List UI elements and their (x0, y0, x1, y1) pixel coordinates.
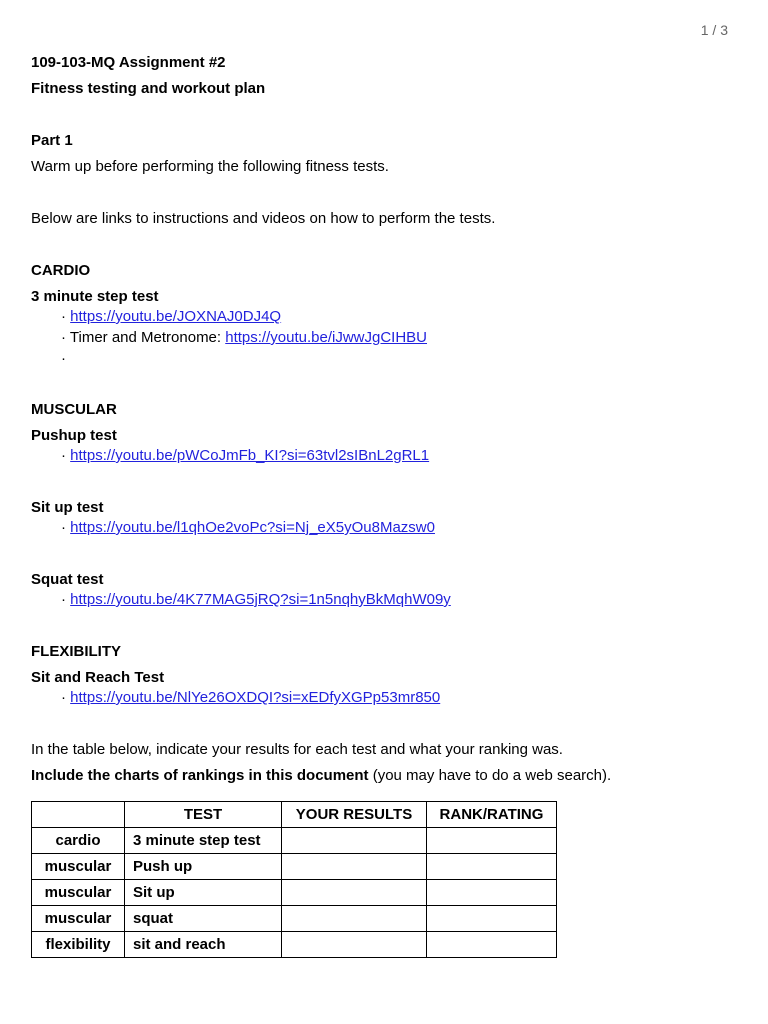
row-results-cell[interactable] (282, 854, 427, 880)
table-row (32, 932, 557, 958)
row-category: muscular (32, 854, 125, 880)
row-category: cardio (32, 828, 125, 854)
assignment-subtitle: Fitness testing and workout plan (31, 80, 266, 97)
page-indicator: 1 / 3 (700, 22, 728, 38)
links-intro: Below are links to instructions and videos on how to perform the tests. (31, 210, 496, 227)
header-category (32, 802, 125, 828)
row-test: Sit up (125, 880, 282, 906)
situp-link-item (31, 517, 731, 538)
rankings-instruction-bold: Include the charts of rankings in this document (31, 767, 369, 784)
row-rank-cell[interactable] (427, 880, 557, 906)
row-test: squat (125, 906, 282, 932)
sit-reach-link-item (31, 687, 731, 708)
part1-heading: Part 1 (31, 132, 73, 149)
cardio-video-link[interactable]: https://youtu.be/JOXNAJ0DJ4Q (70, 308, 282, 325)
row-rank-cell[interactable] (427, 828, 557, 854)
document-body (31, 52, 731, 958)
table-row (32, 854, 557, 880)
squat-video-link[interactable]: https://youtu.be/4K77MAG5jRQ?si=1n5nqhyBkMqhW09y (70, 591, 451, 608)
table-header-row (32, 802, 557, 828)
rankings-instruction-rest: (you may have to do a web search). (368, 767, 612, 784)
rankings-instruction (31, 765, 731, 791)
pushup-test-name: Pushup test (31, 427, 117, 444)
empty-bullet-item (31, 348, 731, 369)
row-category: flexibility (32, 932, 125, 958)
assignment-title: 109-103-MQ Assignment #2 (31, 54, 226, 71)
bullet: · (61, 350, 66, 367)
row-test: sit and reach (125, 932, 282, 958)
results-table (31, 801, 557, 958)
row-test: 3 minute step test (125, 828, 282, 854)
pushup-link-item (31, 445, 731, 466)
table-row (32, 906, 557, 932)
cardio-link-item (31, 306, 731, 327)
part1-intro: Warm up before performing the following fitness tests. (31, 158, 389, 175)
row-rank-cell[interactable] (427, 854, 557, 880)
header-test: TEST (125, 802, 282, 828)
cardio-test-name: 3 minute step test (31, 288, 159, 305)
table-row (32, 880, 557, 906)
header-rank: RANK/RATING (427, 802, 557, 828)
flexibility-heading: FLEXIBILITY (31, 643, 121, 660)
timer-label: Timer and Metronome: (69, 329, 226, 346)
muscular-heading: MUSCULAR (31, 401, 117, 418)
bullet: · (61, 308, 66, 325)
squat-link-item (31, 589, 731, 610)
situp-test-name: Sit up test (31, 499, 104, 516)
bullet: · (61, 591, 66, 608)
cardio-timer-item (31, 327, 731, 348)
bullet: · (61, 329, 66, 346)
sit-reach-test-name: Sit and Reach Test (31, 669, 165, 686)
table-row (32, 828, 557, 854)
row-category: muscular (32, 906, 125, 932)
timer-metronome-link[interactable]: https://youtu.be/iJwwJgCIHBU (225, 329, 427, 346)
row-results-cell[interactable] (282, 906, 427, 932)
squat-test-name: Squat test (31, 571, 104, 588)
sit-reach-video-link[interactable]: https://youtu.be/NlYe26OXDQI?si=xEDfyXGPp53mr850 (70, 689, 441, 706)
row-rank-cell[interactable] (427, 906, 557, 932)
bullet: · (61, 689, 66, 706)
header-results: YOUR RESULTS (282, 802, 427, 828)
bullet: · (61, 447, 66, 464)
row-results-cell[interactable] (282, 880, 427, 906)
row-results-cell[interactable] (282, 932, 427, 958)
row-category: muscular (32, 880, 125, 906)
bullet: · (61, 519, 66, 536)
row-results-cell[interactable] (282, 828, 427, 854)
pushup-video-link[interactable]: https://youtu.be/pWCoJmFb_KI?si=63tvl2sIBnL2gRL1 (70, 447, 430, 464)
row-test: Push up (125, 854, 282, 880)
row-rank-cell[interactable] (427, 932, 557, 958)
cardio-heading: CARDIO (31, 262, 91, 279)
situp-video-link[interactable]: https://youtu.be/l1qhOe2voPc?si=Nj_eX5yOu8Mazsw0 (70, 519, 435, 536)
table-instructions: In the table below, indicate your results for each test and what your ranking was. (31, 741, 563, 758)
